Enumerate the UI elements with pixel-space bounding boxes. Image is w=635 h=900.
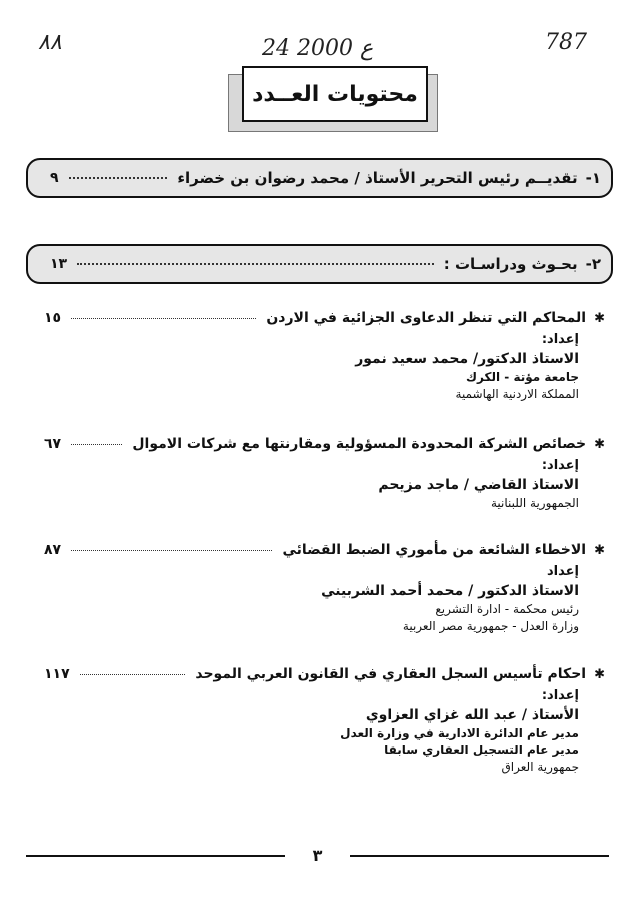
bullet-star-icon: ✱: [594, 310, 605, 326]
handwritten-note-middle: 24 ع 2000: [262, 36, 374, 61]
entry-title: المحاكم التي تنظر الدعاوى الجزائية في الاردن: [266, 310, 587, 326]
page-title: محتويات العــدد: [252, 81, 418, 107]
footer-rule: [350, 855, 609, 857]
section-page-number: ٩: [50, 170, 59, 186]
author-affiliation: مدير عام التسجيل العقاري سابقا: [384, 743, 579, 757]
toc-entry: [30, 666, 605, 774]
section-bar-editor-intro: [26, 158, 613, 198]
handwritten-note-right: 787: [545, 30, 587, 55]
section-label: تقديــم رئيس التحرير الأستاذ / محمد رضوان بن خضراء: [177, 169, 578, 187]
author-affiliation: المملكة الاردنية الهاشمية: [455, 387, 579, 401]
toc-entry: [30, 436, 605, 510]
author-affiliation: جامعة مؤتة - الكرك: [466, 370, 579, 384]
author-name: الاستاذ الدكتور/ محمد سعيد نمور: [355, 351, 579, 367]
entry-title: الاخطاء الشائعة من مأموري الضبط القضائي: [282, 542, 587, 558]
prepared-by-label: إعداد:: [541, 332, 579, 347]
author-affiliation: رئيس محكمة - ادارة التشريع: [435, 602, 579, 616]
dot-leader: [71, 444, 122, 445]
footer-rule: [26, 855, 285, 857]
author-affiliation: مدير عام الدائرة الادارية في وزارة العدل: [340, 726, 579, 740]
author-name: الأستاذ / عبد الله غزاي العزاوي: [365, 707, 579, 723]
author-affiliation: جمهورية العراق: [501, 760, 579, 774]
prepared-by-label: إعداد:: [541, 458, 579, 473]
author-name: الاستاذ الدكتور / محمد أحمد الشربيني: [321, 583, 579, 599]
dot-leader: [71, 550, 272, 551]
dot-leader: [77, 263, 434, 265]
bullet-star-icon: ✱: [594, 542, 605, 558]
section-page-number: ١٣: [50, 256, 68, 272]
dot-leader: [71, 318, 256, 319]
entry-page-number: ١٥: [44, 310, 62, 326]
page-footer: [26, 846, 609, 865]
bullet-star-icon: ✱: [594, 666, 605, 682]
page-number: ٣: [312, 846, 323, 865]
author-affiliation: وزارة العدل - جمهورية مصر العربية: [402, 619, 579, 633]
author-affiliation: الجمهورية اللبنانية: [490, 496, 579, 510]
author-name: الاستاذ القاضي / ماجد مزيحم: [378, 477, 579, 493]
toc-entry: [30, 542, 605, 633]
prepared-by-label: إعداد: [547, 564, 579, 579]
bullet-star-icon: ✱: [594, 436, 605, 452]
entry-page-number: ٨٧: [44, 542, 62, 558]
entry-page-number: ٦٧: [44, 436, 62, 452]
prepared-by-label: إعداد:: [541, 688, 579, 703]
title-box: [242, 66, 428, 122]
entry-title: خصائص الشركة المحدودة المسؤولية ومقارنتها مع شركات الاموال: [132, 436, 587, 452]
section-label: بحـوث ودراسـات :: [443, 255, 578, 273]
section-number: ١-: [585, 169, 601, 187]
section-number: ٢-: [585, 255, 601, 273]
dot-leader: [80, 674, 186, 675]
toc-entry: [30, 310, 605, 401]
handwritten-note-left: ٨٨: [38, 30, 62, 55]
dot-leader: [69, 177, 168, 179]
entry-title: احكام تأسيس السجل العقاري في القانون العربي الموحد: [195, 666, 587, 682]
section-bar-research: [26, 244, 613, 284]
entry-page-number: ١١٧: [44, 666, 70, 682]
